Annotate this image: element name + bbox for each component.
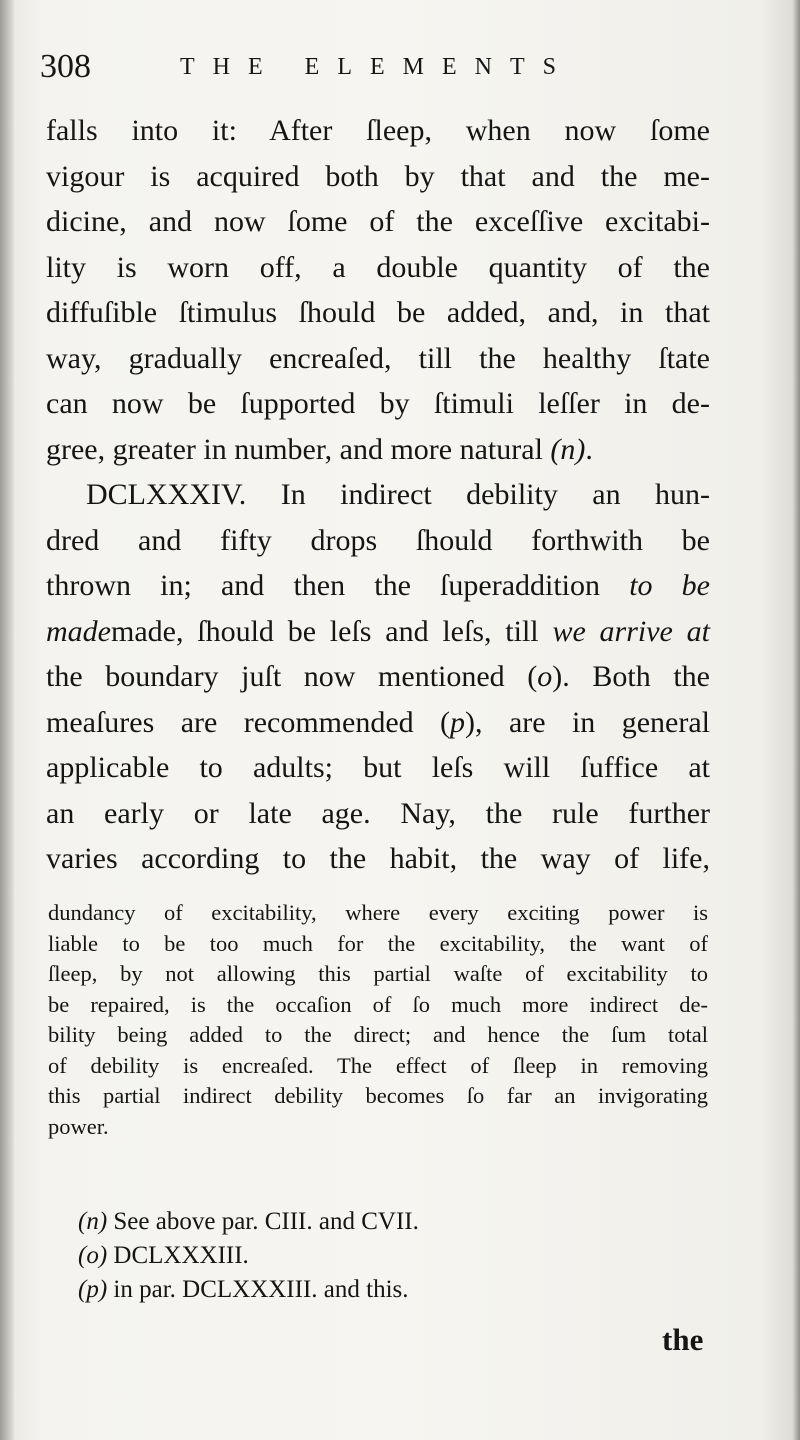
reference-text: in par. DCLXXXIII. and this. bbox=[113, 1276, 409, 1303]
catchword: the bbox=[662, 1322, 704, 1357]
text-line: an early or late age. Nay, the rule further bbox=[46, 796, 710, 830]
italic-phrase: to be bbox=[629, 569, 710, 602]
text-fragment: meaſures are recommended ( bbox=[46, 705, 451, 739]
text-line: way, gradually encreaſed, till the healthy ſtate bbox=[46, 341, 710, 375]
reference-marker: (n) bbox=[78, 1208, 108, 1235]
text-fragment: ), are in general bbox=[465, 705, 710, 739]
text-line bbox=[46, 654, 710, 700]
text-line: lity is worn off, a double quantity of the bbox=[46, 250, 710, 284]
text-fragment: the boundary juſt now mentioned ( bbox=[46, 660, 538, 693]
text-line: diffuſible ſtimulus ſhould be added, and, in that bbox=[46, 296, 710, 329]
text-line bbox=[46, 563, 710, 609]
note-ref-p: p bbox=[450, 705, 466, 739]
reference-text: DCLXXXIII. bbox=[113, 1242, 249, 1269]
reference-note bbox=[78, 1273, 718, 1307]
text-line: falls into it: After ſleep, when now ſome bbox=[46, 114, 710, 147]
footnote-line: this partial indirect debility becomes ſo far an invigorating bbox=[48, 1083, 708, 1108]
paragraph-start-line: DCLXXXIV. In indirect debility an hun- bbox=[86, 478, 710, 511]
footnote-line: be repaired, is the occaſion of ſo much more indirect de- bbox=[48, 991, 708, 1017]
footnote-line: ſleep, by not allowing this partial waſte of excitability to bbox=[48, 961, 708, 986]
text-line: vigour is acquired both by that and the me- bbox=[46, 159, 710, 193]
text-fragment: ). Both the bbox=[552, 660, 710, 693]
reference-text: See above par. CIII. and CVII. bbox=[113, 1208, 419, 1235]
footnote-continuation bbox=[48, 898, 708, 1142]
text-line bbox=[46, 700, 710, 746]
text-line: can now be ſupported by ſtimuli leſſer in de- bbox=[46, 387, 710, 420]
reference-marker: (o) bbox=[78, 1242, 108, 1269]
page-header bbox=[40, 48, 740, 88]
note-ref-o: o bbox=[537, 660, 553, 693]
page-edge-right bbox=[792, 0, 800, 1440]
running-title: THE ELEMENTS bbox=[180, 54, 574, 80]
page-edge-left bbox=[0, 0, 14, 1440]
text-fragment: made, ſhould be leſs and leſs, till bbox=[110, 614, 553, 648]
text-line: dicine, and now ſome of the exceſſive excitabi- bbox=[46, 205, 710, 238]
footnote-line: liable to be too much for the excitability, the want of bbox=[48, 930, 708, 956]
text-line bbox=[46, 427, 710, 473]
reference-notes bbox=[78, 1205, 718, 1307]
text-fragment: . bbox=[585, 432, 593, 466]
text-line: dred and fifty drops ſhould forthwith be bbox=[46, 523, 710, 557]
footnote-line: dundancy of excitability, where every exciting power is bbox=[48, 900, 708, 925]
main-text bbox=[46, 108, 710, 882]
text-line bbox=[46, 609, 710, 655]
reference-note bbox=[78, 1239, 718, 1273]
note-ref-n: (n) bbox=[550, 432, 586, 466]
text-line: varies according to the habit, the way of life, bbox=[46, 842, 710, 875]
reference-note bbox=[78, 1205, 718, 1239]
footnote-line: power. bbox=[48, 1113, 109, 1139]
italic-phrase: we arrive at bbox=[552, 614, 710, 648]
footnote-line: bility being added to the direct; and hence the ſum total bbox=[48, 1022, 708, 1047]
italic-phrase: made bbox=[46, 614, 111, 648]
reference-marker: (p) bbox=[78, 1276, 108, 1303]
text-line: applicable to adults; but leſs will ſuffice at bbox=[46, 751, 710, 784]
text-fragment: gree, greater in number, and more natural bbox=[46, 432, 551, 466]
text-fragment: thrown in; and then the ſuperaddition bbox=[46, 569, 630, 602]
page-number: 308 bbox=[40, 48, 91, 85]
footnote-line: of debility is encreaſed. The effect of ſleep in removing bbox=[48, 1052, 708, 1078]
